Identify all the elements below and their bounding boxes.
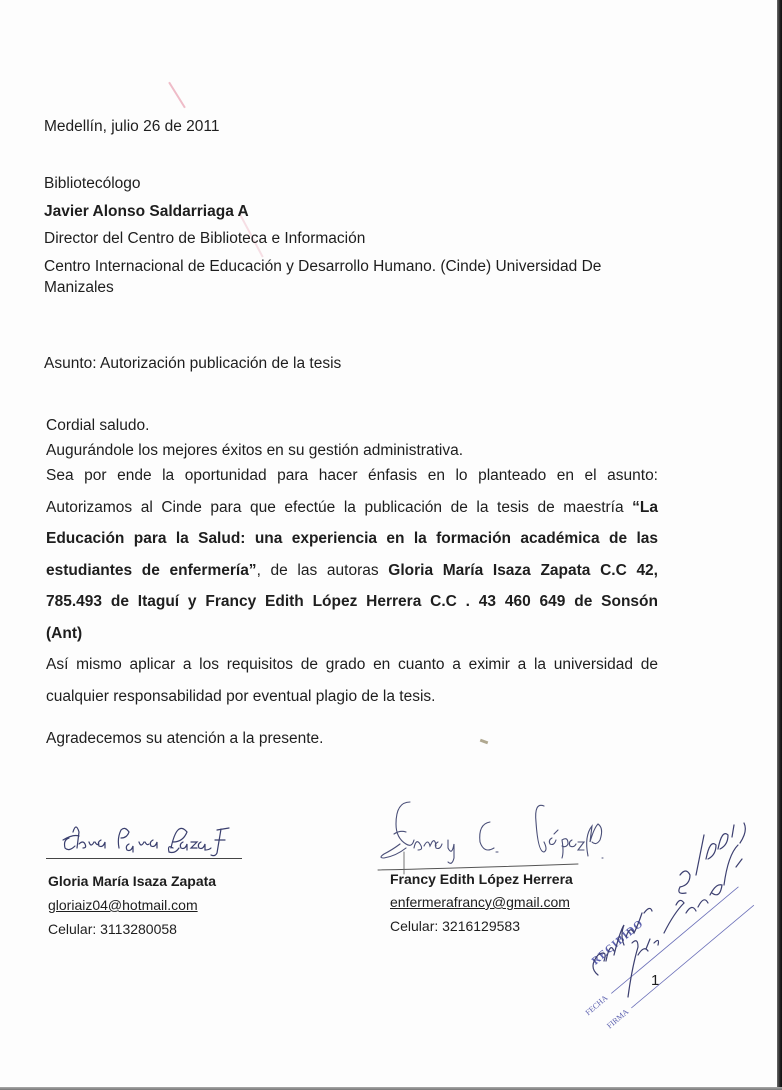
authors-id-line-end: (Ant)	[46, 624, 83, 642]
body-text: Sea por ende la oportunidad para hacer énfasis en lo planteado en el asunto:	[46, 467, 658, 484]
recipient-position: Director del Centro de Biblioteca e Información	[44, 230, 366, 247]
signatory-1-name: Gloria María Isaza Zapata	[48, 873, 217, 889]
authors-id-line: 785.493 de Itaguí y Francy Edith López Herrera C.C . 43 460 649 de Sonsón	[46, 593, 658, 610]
scan-edge-shadow	[777, 0, 782, 1090]
page-number: 1	[651, 972, 660, 989]
signatory-2-name: Francy Edith López Herrera	[390, 871, 573, 887]
stamp-fecha-label: FECHA	[583, 993, 610, 1018]
body-line	[46, 460, 658, 492]
letter-date: Medellín, julio 26 de 2011	[44, 118, 220, 135]
body-text: , de las autoras	[256, 561, 389, 579]
body-line: cualquier responsabilidad por eventual plagio de la tesis.	[46, 687, 436, 705]
recipient-institution-cont: Manizales	[44, 279, 114, 296]
thesis-title-start: “La	[632, 498, 658, 516]
thesis-title-end: estudiantes de enfermería”	[46, 561, 257, 579]
author-1-id: Gloria María Isaza Zapata C.C 42,	[388, 561, 658, 579]
signature-line	[46, 858, 242, 859]
body-line: Así mismo aplicar a los requisitos de grado en cuanto a eximir a la universidad de	[46, 656, 658, 673]
signatory-2-email: enfermerafrancy@gmail.com	[390, 894, 570, 910]
body-line	[46, 492, 658, 524]
recipient-name: Javier Alonso Saldarriaga A	[44, 203, 249, 220]
stamp-firma-label: FIRMA	[605, 1007, 631, 1031]
letter-body	[46, 460, 658, 712]
signature-gloria	[55, 818, 245, 860]
stray-pen-mark	[168, 82, 186, 109]
signatory-1-phone: Celular: 3113280058	[48, 921, 177, 937]
recipient-institution: Centro Internacional de Educación y Desarrollo Humano. (Cinde) Universidad De	[44, 258, 602, 275]
letter-greeting: Cordial saludo.	[46, 417, 150, 434]
thesis-title-line: Educación para la Salud: una experiencia en la formación académica de las	[46, 530, 658, 547]
recipient-title: Bibliotecólogo	[44, 175, 141, 192]
signatory-1-email: gloriaiz04@hotmail.com	[48, 897, 198, 913]
body-paragraph-1: Augurándole los mejores éxitos en su gestión administrativa.	[46, 442, 464, 459]
body-line	[46, 555, 658, 587]
body-text: Autorizamos al Cinde para que efectúe la publicación de la tesis de maestría	[46, 498, 633, 516]
letter-closing: Agradecemos su atención a la presente.	[46, 730, 324, 747]
letter-subject: Asunto: Autorización publicación de la tesis	[44, 355, 342, 372]
stamp-label: RECIBIDO	[589, 917, 646, 968]
scan-speck	[480, 739, 489, 745]
signatory-2-phone: Celular: 3216129583	[390, 918, 520, 934]
